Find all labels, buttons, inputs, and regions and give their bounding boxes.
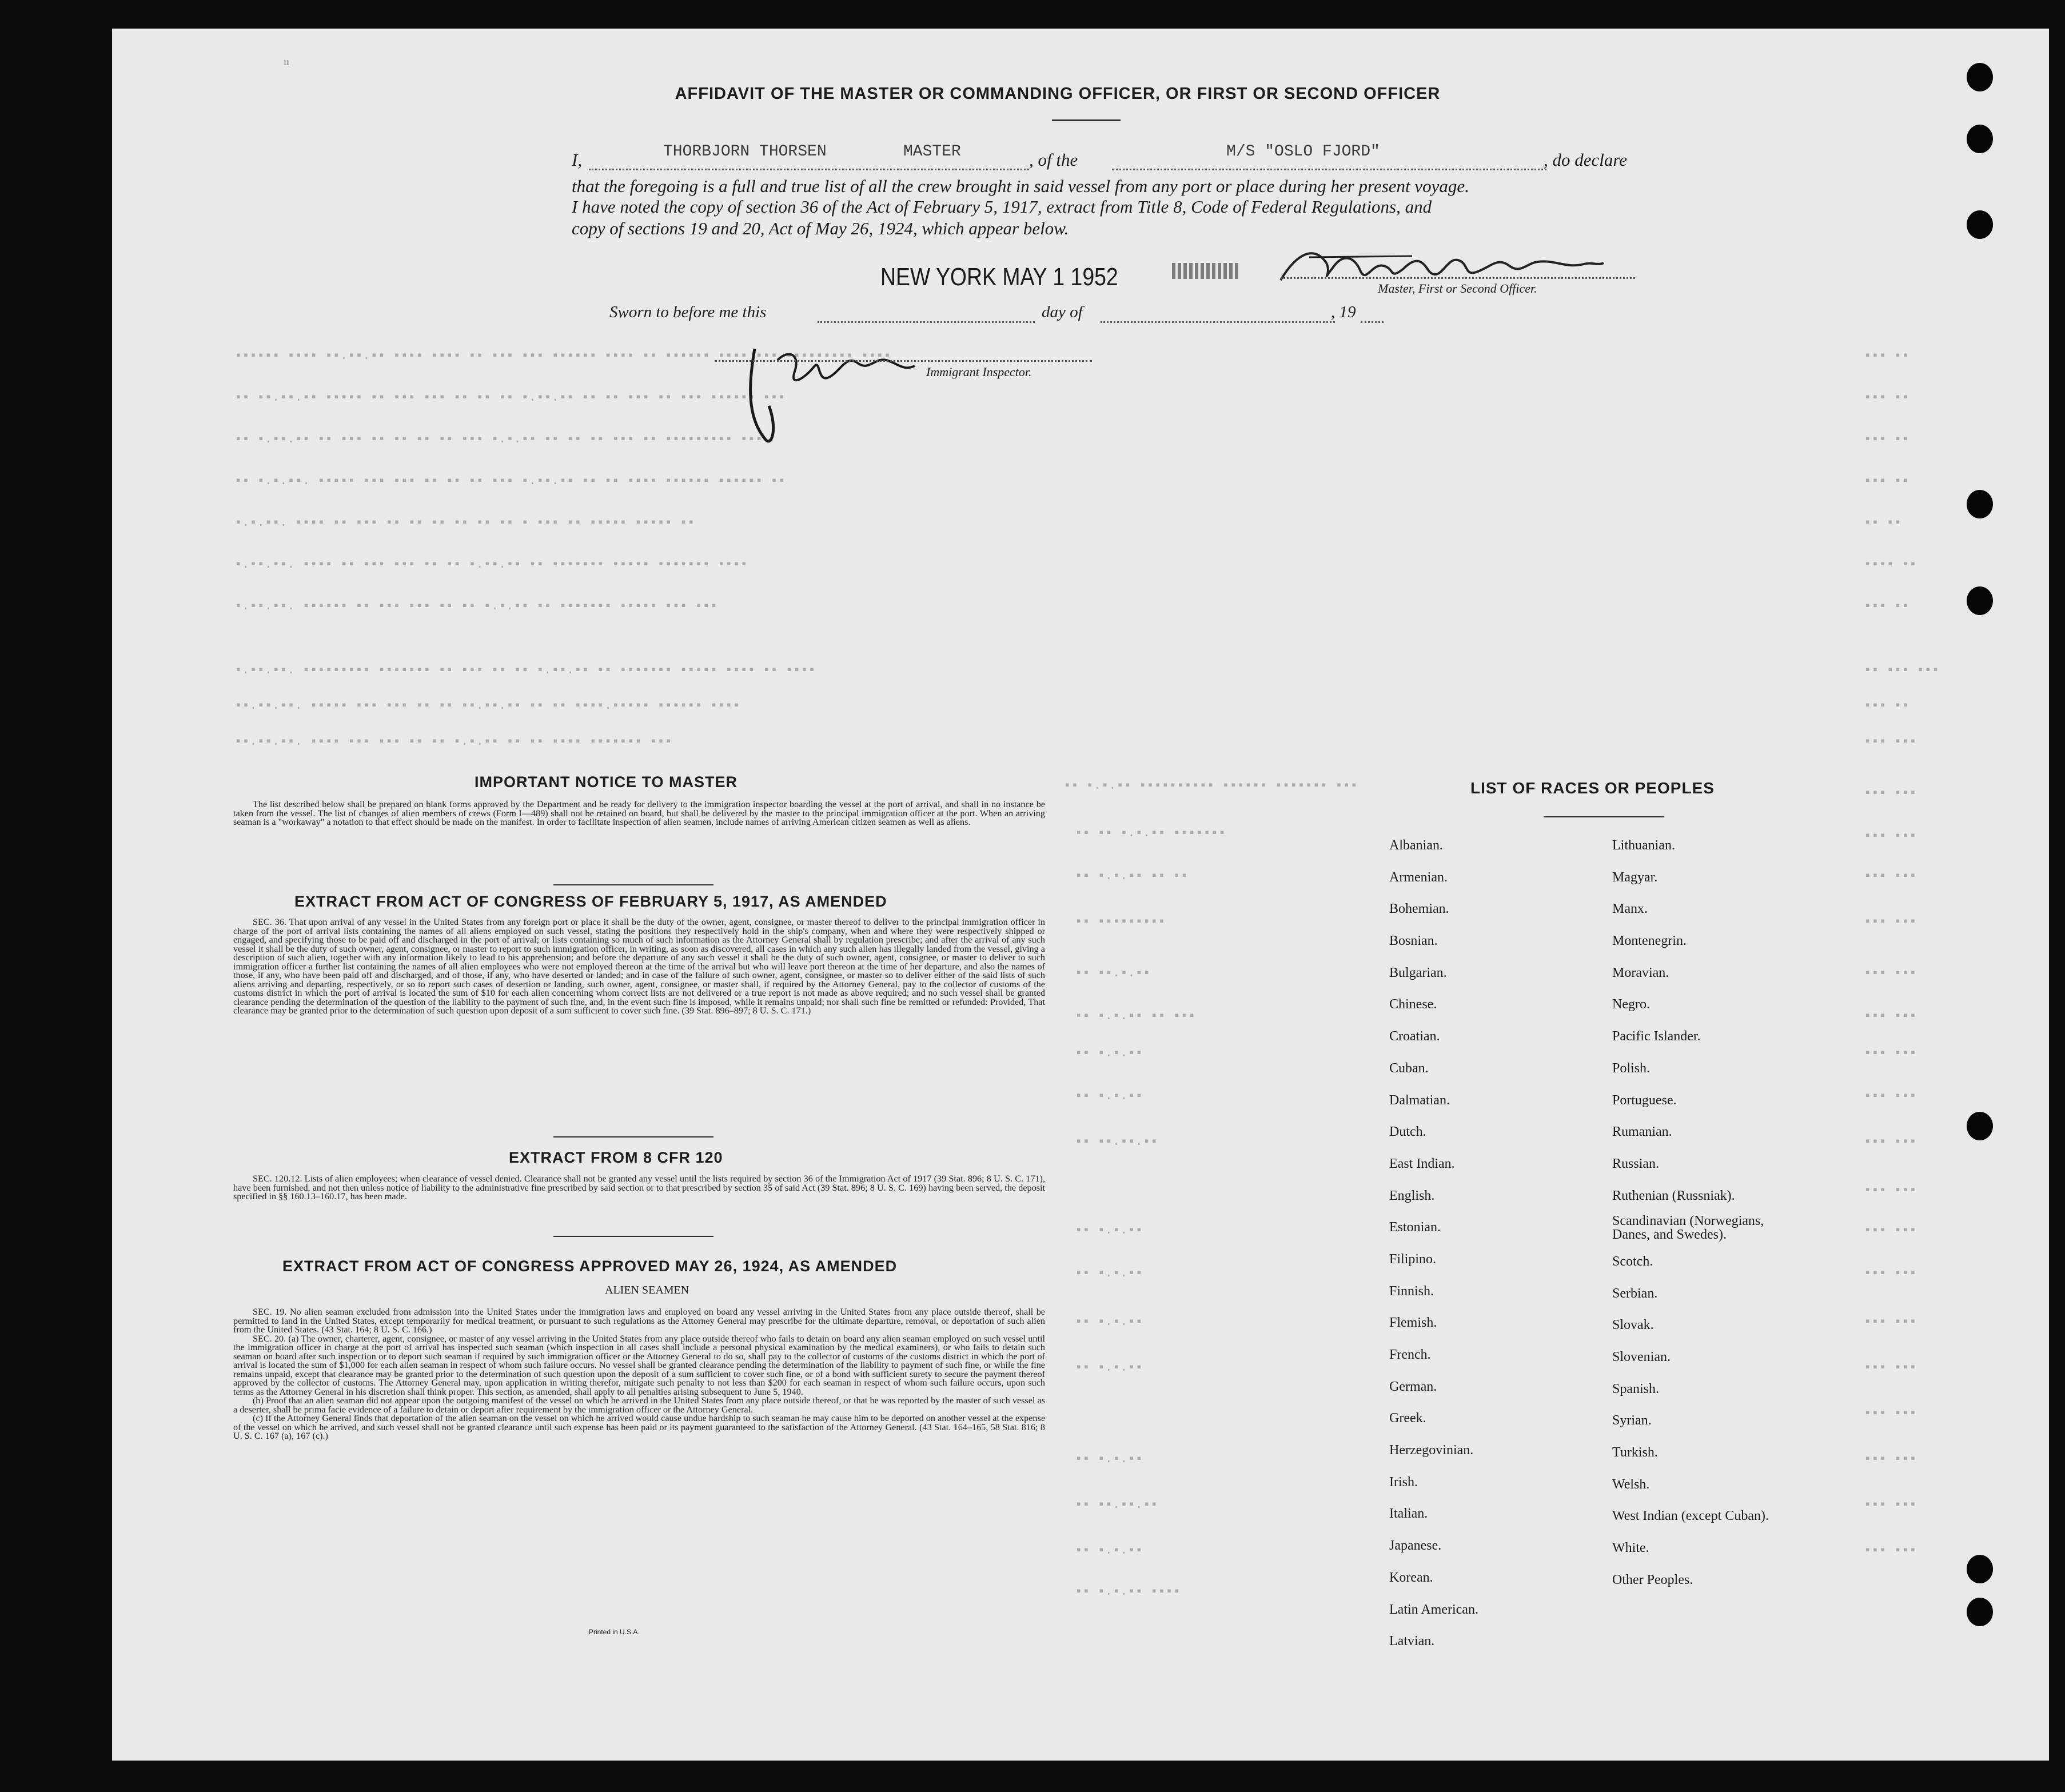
- race-item: Manx.: [1612, 901, 1648, 917]
- race-item: Ruthenian (Russniak).: [1612, 1188, 1735, 1203]
- bleed-through-row: ▪▪▪ ▪▪▪: [1864, 869, 1917, 883]
- bleed-through-row: ▪▪▪ ▪▪▪: [1864, 1183, 1917, 1198]
- race-item: Dalmatian.: [1389, 1092, 1450, 1108]
- bleed-through-row: ▪▪.▪▪.▪▪. ▪▪▪▪ ▪▪▪ ▪▪▪ ▪▪ ▪▪ ▪.▪.▪▪ ▪▪ ▪▪ ▪▪▪▪ ▪▪▪▪▪▪▪ ▪▪▪: [234, 735, 672, 749]
- declaration-i: I,: [572, 150, 583, 170]
- race-item: Negro.: [1612, 997, 1650, 1012]
- bleed-through-row: ▪▪▪ ▪▪▪: [1864, 1135, 1917, 1149]
- bleed-through-row: ▪▪▪ ▪▪▪: [1864, 915, 1917, 929]
- master-rank-typed: MASTER: [903, 143, 961, 161]
- bleed-through-row: ▪▪ ▪.▪.▪▪: [1075, 1089, 1143, 1103]
- bleed-through-row: ▪▪▪ ▪▪▪: [1864, 1543, 1917, 1558]
- race-item: German.: [1389, 1379, 1437, 1394]
- race-item: Other Peoples.: [1612, 1572, 1693, 1587]
- race-item: East Indian.: [1389, 1156, 1455, 1171]
- race-item: Welsh.: [1612, 1476, 1650, 1492]
- bleed-through-row: ▪▪▪ ▪▪▪: [1864, 1360, 1917, 1375]
- race-item: Serbian.: [1612, 1286, 1658, 1301]
- race-item: West Indian (except Cuban).: [1612, 1508, 1769, 1524]
- inspector-signature: [715, 337, 920, 452]
- bleed-through-row: ▪▪ ▪▪: [1864, 516, 1902, 530]
- affidavit-title: AFFIDAVIT OF THE MASTER OR COMMANDING OFFICER, OR FIRST OR SECOND OFFICER: [675, 85, 1441, 103]
- race-item: Croatian.: [1389, 1029, 1440, 1044]
- master-name-typed: THORBJORN THORSEN: [663, 143, 827, 161]
- race-item: Estonian.: [1389, 1220, 1441, 1235]
- race-item: Greek.: [1389, 1411, 1426, 1426]
- vessel-name-line: [1112, 169, 1546, 170]
- race-item: Slovenian.: [1612, 1350, 1671, 1364]
- bleed-through-row: ▪▪▪ ▪▪: [1864, 349, 1909, 363]
- race-item: Italian.: [1389, 1506, 1428, 1522]
- bleed-through-row: ▪▪▪▪▪▪ ▪▪▪▪ ▪▪.▪▪.▪▪ ▪▪▪▪ ▪▪▪▪ ▪▪ ▪▪▪ ▪▪▪ ▪▪▪▪▪▪ ▪▪▪▪ ▪▪ ▪▪▪▪▪▪ ▪▪▪▪ ▪▪▪ ▪▪▪▪▪▪▪▪▪ ▪▪▪▪: [234, 349, 891, 363]
- notice-paragraph: The list described below shall be prepared on blank forms approved by the Department and be ready for delivery to the immigration inspector boarding the vessel at the port of arrival, and shall in no instance be taken from the vessel. The list of changes of alien members of crews (Form I—489) shall not be retained on board, but shall be delivered by the master to the principal immigration officer at the port. When an arriving seaman is a "workaway" a notation to that effect should be made on the manifest. In order to facilitate inspection of alien seamen, include names of arriving American citizen seamen as well as aliens.: [233, 799, 1045, 827]
- declaration-line-3: I have noted the copy of section 36 of the Act of February 5, 1917, extract from Title 8, Code of Federal Regulations, and: [572, 197, 1432, 217]
- bleed-through-row: ▪▪ ▪.▪.▪▪. ▪▪▪▪▪ ▪▪▪ ▪▪▪ ▪▪ ▪▪ ▪▪ ▪▪▪ ▪.▪▪.▪▪ ▪▪ ▪▪ ▪▪▪▪ ▪▪▪▪▪▪ ▪▪▪▪▪▪ ▪▪: [234, 474, 786, 488]
- race-item: Pacific Islander.: [1612, 1029, 1701, 1044]
- extract-cfr-title: EXTRACT FROM 8 CFR 120: [509, 1149, 723, 1166]
- race-item: Bulgarian.: [1389, 965, 1447, 980]
- bleed-through-row: ▪▪▪ ▪▪▪: [1864, 735, 1917, 749]
- race-item: Polish.: [1612, 1060, 1651, 1076]
- bleed-through-row: ▪▪ ▪▪▪▪▪▪▪▪▪: [1075, 915, 1166, 929]
- bleed-through-row: ▪▪ ▪.▪.▪▪: [1075, 1452, 1143, 1466]
- extract-1917-title: EXTRACT FROM ACT OF CONGRESS OF FEBRUARY 5, 1917, AS AMENDED: [294, 893, 887, 910]
- bleed-through-row: ▪▪ ▪.▪.▪▪: [1075, 1315, 1143, 1329]
- bleed-through-row: ▪▪ ▪.▪.▪▪: [1075, 1046, 1143, 1060]
- race-item: Magyar.: [1612, 869, 1658, 885]
- sworn-prefix: Sworn to before me this: [609, 303, 767, 321]
- bleed-through-row: ▪▪▪ ▪▪: [1864, 699, 1909, 713]
- race-item: Cuban.: [1389, 1060, 1429, 1076]
- sec-20a-paragraph: SEC. 20. (a) The owner, charterer, agent, consignee, or master of any vessel arriving in the United States from any place outside thereof who fails to detain on board any alien seaman employed on such vessel until the immigration officer in charge at the port of arrival has inspected such seaman (which inspection in all cases shall include a personal physical examination by the medical examiners), or who fails to detain such seaman on board after such inspection or to deport such seaman if required by such immigration officer or the Attorney General to do so, shall pay to the collector of customs of the customs district in which the port of arrival is located the sum of $1,000 for each alien seaman in respect of whom such failure occurs. No vessel shall be granted clearance pending the determination of the liability to payment of such fine, or while the fine remains unpaid, except that clearance may be granted prior to the determination of such question upon the deposit of a sum sufficient to cover such fine, or of a bond with sufficient surety to secure the payment thereof approved by the collector of customs. The Attorney General may, upon application in writing therefor, mitigate such penalty to not less than $200 for each seaman in respect of whom such failure occurs, upon such terms as the Attorney General in his discretion shall think proper. This section, as amended, shall apply to all penalties arising subsequent to June 5, 1940.: [233, 1333, 1045, 1397]
- alien-seamen-subtitle: ALIEN SEAMEN: [605, 1284, 689, 1296]
- extract-1924-text: [233, 1308, 1045, 1441]
- bleed-through-row: ▪▪▪ ▪▪▪: [1864, 1009, 1917, 1023]
- race-item: Latin American.: [1389, 1602, 1478, 1617]
- declaration-line-4: copy of sections 19 and 20, Act of May 26, 1924, which appear below.: [572, 218, 1069, 238]
- race-item: Syrian.: [1612, 1413, 1652, 1428]
- punch-hole: [1967, 1112, 1993, 1140]
- sworn-year-prefix: , 19: [1331, 303, 1356, 321]
- sworn-day-of: day of: [1042, 303, 1083, 321]
- stamp-smudge: [1172, 263, 1241, 279]
- bleed-through-row: ▪▪ ▪.▪.▪▪ ▪▪ ▪▪▪: [1075, 1009, 1196, 1023]
- sworn-month-line: [1101, 321, 1335, 323]
- bleed-through-row: ▪▪▪ ▪▪▪: [1864, 1223, 1917, 1238]
- bleed-through-row: ▪▪▪ ▪▪▪: [1864, 829, 1917, 843]
- signature-line: [1281, 277, 1635, 279]
- sec-19-paragraph: SEC. 19. No alien seaman excluded from admission into the United States under the immigration laws and employed on board any vessel arriving in the United States from any place outside thereof, shall be permitted to land in the United States, except temporarily for medical treatment, or pursuant to such regulations as the Attorney General may prescribe for the ultimate departure, removal, or deportation of such alien from the United States. (43 Stat. 164; 8 U. S. C. 166.): [233, 1307, 1045, 1335]
- race-item: Armenian.: [1389, 869, 1448, 885]
- race-item: Flemish.: [1389, 1315, 1437, 1331]
- vessel-name-typed: M/S "OSLO FJORD": [1226, 143, 1380, 161]
- sworn-year-line: [1361, 321, 1384, 323]
- bleed-through-row: ▪▪▪ ▪▪: [1864, 390, 1909, 405]
- bleed-through-row: ▪▪ ▪.▪.▪▪ ▪▪ ▪▪: [1075, 869, 1189, 883]
- race-item: Bosnian.: [1389, 933, 1438, 949]
- bleed-through-row: ▪▪ ▪.▪.▪▪: [1075, 1223, 1143, 1238]
- sec-36-paragraph: SEC. 36. That upon arrival of any vessel in the United States from any foreign port or place it shall be the duty of the owner, agent, consignee, or master thereof to deliver to the principal immigration officer in charge of the port of arrival lists containing the names of all aliens employed on such vessel, stating the positions they respectively hold in the ship's company, when and where they were respectively shipped or engaged, and specifying those to be paid off and discharged in the port of arrival; or lists containing so much of such information as the Attorney General shall by regulation prescribe; and after the arrival of any such vessel it shall be the duty of such owner, agent, consignee, or master to report to such immigration officer, in writing, as soon as discovered, all cases in which any such alien has illegally landed from the vessel, giving a description of such alien, together with any information likely to lead to his apprehension; and before the departure of any such vessel it shall be the duty of such owner, agent, consignee, or master to deliver to such immigration officer a further list containing the names of all alien employees who were not employed thereon at the time of the arrival but who will leave port thereon at the time of her departure, and also the names of those, if any, who have been paid off and discharged, and of those, if any, who have deserted or landed; and in case of the failure of such owner, agent, consignee, or master so to deliver either of the said lists of such aliens arriving and departing, respectively, or so to report such cases of desertion or landing, such owner, agent, consignee, or master shall, if required by the Attorney General, pay to the collector of customs of the customs district in which the port of arrival is located the sum of $10 for each alien concerning whom correct lists are not delivered or a true report is not made as above required; and no such vessel shall be granted clearance pending the determination of the question of the liability to the payment of such fine, and, in the event such fine is imposed, while it remains unpaid; nor shall such fine be remitted or refunded: Provided, That clearance may be granted prior to the determination of such question upon deposit of a sum sufficient to cover such fine. (39 Stat. 896–897; 8 U. S. C. 171.): [233, 917, 1045, 1016]
- extract-1924-title: EXTRACT FROM ACT OF CONGRESS APPROVED MAY 26, 1924, AS AMENDED: [282, 1258, 898, 1275]
- race-item: Scandinavian (Norwegians, Danes, and Swedes).: [1612, 1214, 1764, 1243]
- bleed-through-row: ▪▪.▪▪.▪▪. ▪▪▪▪▪ ▪▪▪ ▪▪▪ ▪▪ ▪▪ ▪▪.▪▪.▪▪ ▪▪ ▪▪ ▪▪▪▪.▪▪▪▪▪ ▪▪▪▪▪▪ ▪▪▪▪: [234, 699, 740, 713]
- race-item: Portuguese.: [1612, 1092, 1677, 1108]
- bleed-through-row: ▪▪ ▪.▪.▪▪ ▪▪▪▪▪▪▪▪▪▪ ▪▪▪▪▪▪ ▪▪▪▪▪▪▪ ▪▪▪: [1063, 779, 1358, 793]
- bleed-through-row: ▪.▪▪.▪▪. ▪▪▪▪▪▪▪▪▪ ▪▪▪▪▪▪▪ ▪▪ ▪▪▪ ▪▪ ▪▪ ▪.▪▪.▪▪ ▪▪ ▪▪▪▪▪▪▪ ▪▪▪▪▪ ▪▪▪▪ ▪▪ ▪▪▪▪: [234, 663, 816, 677]
- bleed-through-row: ▪▪▪ ▪▪: [1864, 474, 1909, 488]
- bleed-through-row: ▪▪▪ ▪▪▪: [1864, 1406, 1917, 1420]
- race-item: Turkish.: [1612, 1445, 1658, 1460]
- race-item: Scotch.: [1612, 1254, 1653, 1269]
- title-underline: [1052, 119, 1121, 121]
- bleed-through-row: ▪▪ ▪.▪.▪▪: [1075, 1360, 1143, 1375]
- race-item: Korean.: [1389, 1570, 1433, 1585]
- bleed-through-row: ▪▪▪ ▪▪▪: [1864, 1046, 1917, 1060]
- extract-cfr-text: [233, 1175, 1045, 1202]
- race-item: Moravian.: [1612, 965, 1669, 980]
- race-item: Latvian.: [1389, 1634, 1435, 1649]
- bleed-through-row: ▪▪▪ ▪▪▪: [1864, 1315, 1917, 1329]
- race-item: Montenegrin.: [1612, 933, 1687, 949]
- bleed-through-row: ▪▪▪ ▪▪▪: [1864, 1089, 1917, 1103]
- bleed-through-row: ▪▪ ▪▪.▪▪.▪▪: [1075, 1135, 1158, 1149]
- races-title: LIST OF RACES OR PEOPLES: [1470, 779, 1715, 797]
- races-left-column: [1389, 830, 1478, 1658]
- races-right-column: [1612, 830, 1801, 1597]
- bleed-through-row: ▪.▪▪.▪▪. ▪▪▪▪ ▪▪ ▪▪▪ ▪▪▪ ▪▪ ▪▪ ▪.▪▪.▪▪ ▪▪ ▪▪▪▪▪▪▪ ▪▪▪▪▪ ▪▪▪▪▪▪▪ ▪▪▪▪: [234, 557, 748, 572]
- bleed-through-row: ▪▪▪ ▪▪: [1864, 599, 1909, 613]
- race-item: Lithuanian.: [1612, 838, 1675, 853]
- race-item: Chinese.: [1389, 997, 1437, 1012]
- race-item: Spanish.: [1612, 1381, 1660, 1396]
- punch-hole: [1967, 63, 1993, 91]
- declaration-do-declare: , do declare: [1544, 150, 1628, 170]
- bleed-through-row: ▪▪▪ ▪▪▪: [1864, 966, 1917, 980]
- race-item: English.: [1389, 1188, 1435, 1203]
- notice-title: IMPORTANT NOTICE TO MASTER: [475, 773, 738, 791]
- punch-hole: [1967, 490, 1993, 518]
- declaration-line-2: that the foregoing is a full and true list of all the crew brought in said vessel from any port or place during her present voyage.: [572, 176, 1469, 196]
- bleed-through-row: ▪▪ ▪▪.▪▪.▪▪ ▪▪▪▪▪ ▪▪ ▪▪▪ ▪▪▪ ▪▪ ▪▪ ▪▪ ▪.▪▪.▪▪ ▪▪ ▪▪ ▪▪▪ ▪▪ ▪▪▪ ▪▪▪▪▪▪ ▪▪▪: [234, 390, 786, 405]
- punch-hole: [1967, 125, 1993, 153]
- bleed-through-row: ▪▪▪ ▪▪▪: [1864, 1452, 1917, 1466]
- margin-mark: ıı: [284, 56, 290, 67]
- bleed-through-row: ▪▪ ▪.▪.▪▪: [1075, 1543, 1143, 1558]
- races-underline: [1544, 816, 1664, 817]
- bleed-through-row: ▪▪▪▪ ▪▪: [1864, 557, 1917, 572]
- bleed-through-row: ▪▪ ▪.▪▪.▪▪ ▪▪ ▪▪▪ ▪▪ ▪▪ ▪▪ ▪▪ ▪▪▪ ▪.▪.▪▪ ▪▪ ▪▪ ▪▪ ▪▪▪ ▪▪ ▪▪▪▪▪▪▪▪▪ ▪▪▪: [234, 432, 763, 446]
- sec-20c-paragraph: (c) If the Attorney General finds that deportation of the alien seaman on the vessel on which he arrived would cause undue hardship to such seaman he may cause him to be deported on another vessel at the expense of the vessel on which he arrived, and such vessel shall not be granted clearance until such expense has been paid or its payment guaranteed to the satisfaction of the Attorney General. (43 Stat. 164–165, 58 Stat. 816; 8 U. S. C. 167 (a), 167 (c).): [233, 1413, 1045, 1441]
- bleed-through-row: ▪.▪▪.▪▪. ▪▪▪▪▪▪ ▪▪ ▪▪▪ ▪▪▪ ▪▪ ▪▪ ▪.▪.▪▪ ▪▪ ▪▪▪▪▪▪▪ ▪▪▪▪▪ ▪▪▪ ▪▪▪: [234, 599, 717, 613]
- race-item: White.: [1612, 1540, 1649, 1556]
- bleed-through-row: ▪▪ ▪.▪.▪▪: [1075, 1266, 1143, 1280]
- race-item: Japanese.: [1389, 1538, 1442, 1554]
- bleed-through-row: ▪.▪.▪▪. ▪▪▪▪ ▪▪ ▪▪▪ ▪▪ ▪▪ ▪▪ ▪▪ ▪▪ ▪▪ ▪ ▪▪▪ ▪▪ ▪▪▪▪▪ ▪▪▪▪▪ ▪▪: [234, 516, 695, 530]
- bleed-through-row: ▪▪▪ ▪▪▪: [1864, 1266, 1917, 1280]
- section-divider: [553, 884, 713, 885]
- section-divider: [553, 1236, 713, 1237]
- signature-caption: Master, First or Second Officer.: [1378, 281, 1537, 296]
- race-item: Dutch.: [1389, 1124, 1426, 1140]
- punch-hole: [1967, 1555, 1993, 1583]
- extract-1917-text: [233, 918, 1045, 1016]
- notice-text: [233, 800, 1045, 827]
- race-item: Finnish.: [1389, 1283, 1434, 1299]
- punch-hole: [1967, 1598, 1993, 1626]
- race-item: Rumanian.: [1612, 1124, 1672, 1140]
- section-divider: [553, 1136, 713, 1138]
- bleed-through-row: ▪▪ ▪▪.▪.▪▪: [1075, 966, 1151, 980]
- bleed-through-row: ▪▪ ▪▪ ▪.▪.▪▪ ▪▪▪▪▪▪▪: [1075, 826, 1226, 840]
- bleed-through-row: ▪▪▪ ▪▪: [1864, 432, 1909, 446]
- sec-20b-paragraph: (b) Proof that an alien seaman did not appear upon the outgoing manifest of the vessel on which he arrived in the United States from any place outside thereof, or that he was reported by the master of such vessel as a deserter, shall be prima facie evidence of a failure to detain or deport after requirement by the immigration officer or the Attorney General.: [233, 1395, 1045, 1415]
- declaration-of-the: , of the: [1029, 150, 1078, 170]
- inspector-caption: Immigrant Inspector.: [926, 365, 1032, 379]
- race-item: Herzegovinian.: [1389, 1443, 1474, 1458]
- race-item: Filipino.: [1389, 1251, 1437, 1267]
- race-item: Albanian.: [1389, 838, 1443, 853]
- printed-in-usa: Printed in U.S.A.: [589, 1628, 640, 1636]
- bleed-through-row: ▪▪▪ ▪▪▪: [1864, 1498, 1917, 1512]
- inspector-line: [715, 360, 1092, 362]
- bleed-through-row: ▪▪ ▪.▪.▪▪ ▪▪▪▪: [1075, 1585, 1181, 1599]
- race-item: Russian.: [1612, 1156, 1660, 1171]
- race-item: Bohemian.: [1389, 901, 1449, 917]
- bleed-through-row: ▪▪ ▪▪.▪▪.▪▪: [1075, 1498, 1158, 1512]
- punch-hole: [1967, 586, 1993, 615]
- race-item: Slovak.: [1612, 1318, 1654, 1333]
- race-item: French.: [1389, 1347, 1431, 1362]
- bleed-through-row: ▪▪▪ ▪▪▪: [1864, 786, 1917, 800]
- punch-hole: [1967, 210, 1993, 239]
- master-name-line: [589, 169, 1029, 170]
- race-item: Irish.: [1389, 1474, 1418, 1490]
- sec-120-12-paragraph: SEC. 120.12. Lists of alien employees; when clearance of vessel denied. Clearance shall not be granted any vessel until the lists required by section 36 of the Immigration Act of 1917 (39 Stat. 896; 8 U. S. C. 171), have been furnished, and not then unless notice of liability to the administrative fine prescribed by said section or to that prescribed by section 35 of said Act (39 Stat. 896; 8 U. S. C. 169) having been served, the deposit specified in §§ 160.13–160.17, has been made.: [233, 1174, 1045, 1202]
- bleed-through-row: ▪▪ ▪▪▪ ▪▪▪: [1864, 663, 1940, 677]
- sworn-day-line: [818, 321, 1035, 323]
- date-stamp: NEW YORK MAY 1 1952: [880, 263, 1118, 291]
